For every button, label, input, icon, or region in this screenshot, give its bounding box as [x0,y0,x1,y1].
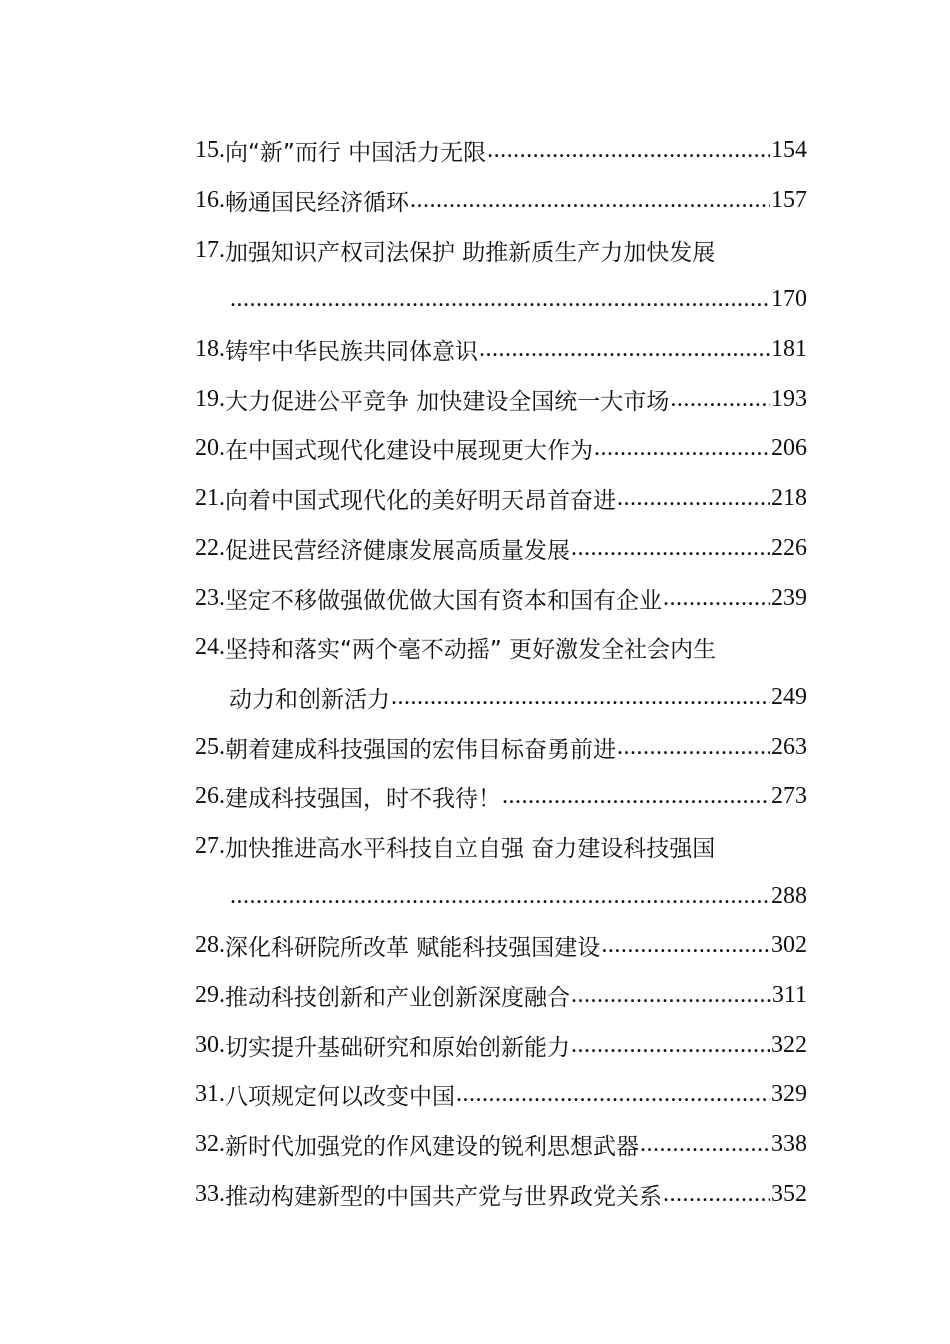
entry-number: 22. [195,534,225,561]
entry-number: 26. [195,783,225,810]
dot-leader [663,1181,770,1208]
entry-page-number: 352 [771,1180,807,1207]
toc-entry-19 [195,374,807,424]
entry-title: 铸牢中华民族共同体意识 [225,339,478,366]
entry-page-number: 206 [771,435,807,462]
entry-title: 畅通国民经济循环 [225,190,409,217]
entry-title: 向着中国式现代化的美好明天昂首奋进 [225,488,616,515]
dot-leader [502,783,770,810]
toc-entry-22 [195,524,807,574]
entry-number: 31. [195,1081,225,1108]
entry-title: 坚持和落实“两个毫不动摇” 更好激发全社会内生 [225,637,717,664]
entry-title: 八项规定何以改变中国 [225,1084,455,1111]
entry-title: 推动构建新型的中国共产党与世界政党关系 [225,1183,662,1210]
entry-number: 15. [195,137,225,164]
toc-entry-27 [195,822,807,872]
entry-page-number: 154 [771,137,807,164]
entry-title: 在中国式现代化建设中展现更大作为 [225,438,593,465]
entry-title: 促进民营经济健康发展高质量发展 [225,537,570,564]
dot-leader [601,932,770,959]
toc-entry-21 [195,474,807,524]
entry-page-number: 239 [771,584,807,611]
toc-entry-32 [195,1120,807,1170]
entry-title: 新时代加强党的作风建设的锐利思想武器 [225,1134,639,1161]
toc-entry-26 [195,772,807,822]
entry-number: 17. [195,236,225,263]
entry-title: 大力促进公平竞争 加快建设全国统一大市场 [225,388,670,415]
entry-page-number: 157 [771,187,807,214]
entry-number: 27. [195,832,225,859]
entry-title: 切实提升基础研究和原始创新能力 [225,1034,570,1061]
toc-entry-33 [195,1169,807,1219]
entry-page-number: 302 [771,932,807,959]
toc-entry-20 [195,424,807,474]
toc-entry-23 [195,573,807,623]
entry-page-number: 193 [771,385,807,412]
entry-number: 29. [195,982,225,1009]
dot-leader [571,535,770,562]
dot-leader [594,435,770,462]
dot-leader [456,1081,770,1108]
toc-entry-15 [195,126,807,176]
dot-leader [391,684,770,711]
toc-entry-24-continuation [195,673,807,723]
entry-page-number: 311 [771,982,807,1009]
toc-entry-29 [195,971,807,1021]
entry-number: 23. [195,584,225,611]
toc-entry-18 [195,325,807,375]
entry-page-number: 322 [771,1031,807,1058]
entry-page-number: 226 [771,534,807,561]
dot-leader [617,485,770,512]
entry-number: 28. [195,932,225,959]
toc-entry-24 [195,623,807,673]
toc-entry-27-continuation [195,871,807,921]
toc-entry-28 [195,921,807,971]
entry-number: 32. [195,1131,225,1158]
entry-title: 向“新”而行 中国活力无限 [225,140,487,167]
entry-page-number: 218 [771,485,807,512]
toc-entry-31 [195,1070,807,1120]
entry-title: 推动科技创新和产业创新深度融合 [225,985,570,1012]
dot-leader [571,982,771,1009]
dot-leader [640,1131,770,1158]
entry-page-number: 273 [771,783,807,810]
entry-number: 24. [195,634,225,661]
dot-leader [479,336,770,363]
entry-title: 坚定不移做强做优做大国有资本和国有企业 [225,587,662,614]
entry-number: 30. [195,1031,225,1058]
dot-leader [670,386,770,413]
entry-number: 33. [195,1180,225,1207]
table-of-contents [195,126,807,1219]
toc-entry-30 [195,1020,807,1070]
entry-page-number: 263 [771,733,807,760]
dot-leader [617,734,770,761]
dot-leader [230,883,770,910]
dot-leader [410,187,770,214]
entry-title: 朝着建成科技强国的宏伟目标奋勇前进 [225,736,616,763]
entry-number: 21. [195,485,225,512]
entry-title: 加快推进高水平科技自立自强 奋力建设科技强国 [225,835,716,862]
entry-number: 25. [195,733,225,760]
entry-number: 20. [195,435,225,462]
toc-entry-17 [195,225,807,275]
toc-entry-17-continuation [195,275,807,325]
entry-title: 深化科研院所改革 赋能科技强国建设 [225,935,601,962]
entry-title: 建成科技强国，时不我待！ [225,786,501,813]
entry-number: 19. [195,385,225,412]
dot-leader [571,1032,770,1059]
dot-leader [487,137,770,164]
entry-number: 16. [195,187,225,214]
entry-page-number: 181 [771,336,807,363]
dot-leader [663,585,770,612]
entry-number: 18. [195,336,225,363]
entry-page-number: 249 [771,683,807,710]
entry-page-number: 288 [771,882,807,909]
entry-title-continuation: 动力和创新活力 [229,686,390,713]
dot-leader [230,286,770,313]
entry-page-number: 329 [771,1081,807,1108]
entry-page-number: 170 [771,286,807,313]
toc-entry-16 [195,176,807,226]
entry-page-number: 338 [771,1131,807,1158]
toc-entry-25 [195,722,807,772]
entry-title: 加强知识产权司法保护 助推新质生产力加快发展 [225,239,716,266]
